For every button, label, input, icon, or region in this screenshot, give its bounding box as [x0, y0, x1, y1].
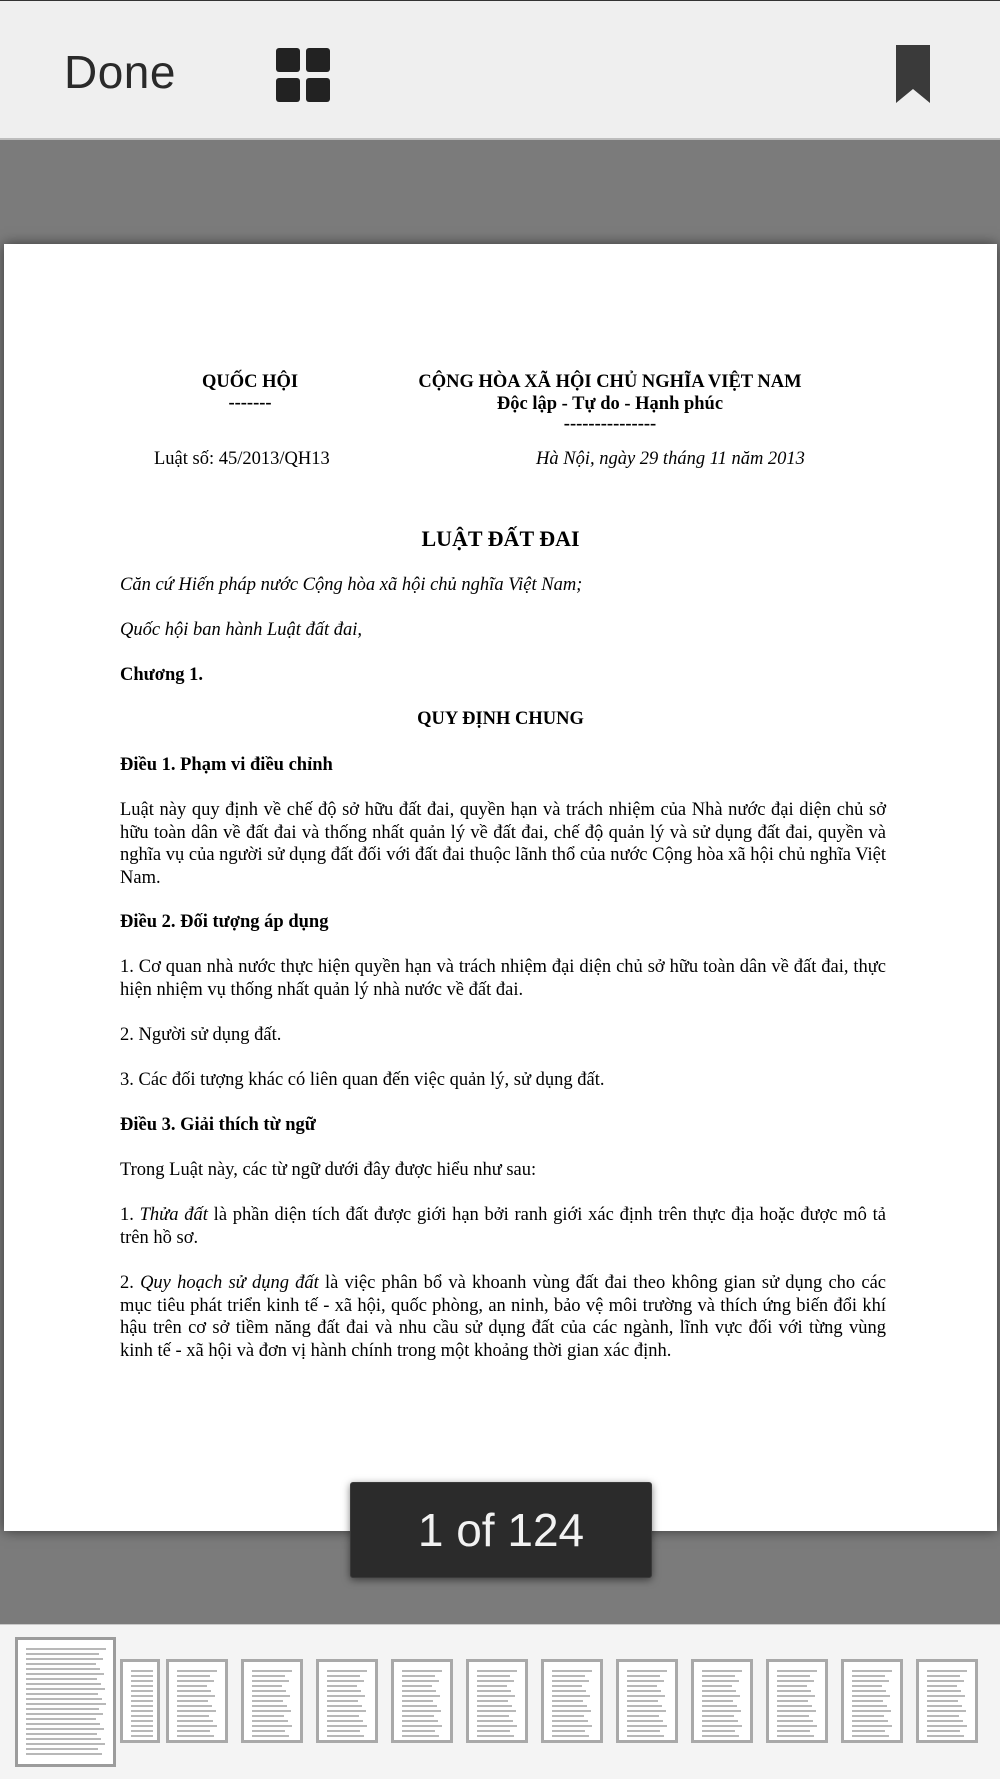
thumbnail-text-line	[927, 1675, 960, 1677]
thumbnail-text-line	[777, 1710, 816, 1712]
thumbnail-text-line	[177, 1735, 214, 1737]
thumbnail-text-line	[927, 1725, 967, 1727]
thumbnail-text-line	[327, 1720, 363, 1722]
thumbnail-text-line	[327, 1715, 359, 1717]
preamble-1: Căn cứ Hiến pháp nước Cộng hòa xã hội chủ nghĩa Việt Nam;	[120, 575, 583, 595]
thumbnail-text-line	[627, 1725, 667, 1727]
thumbnail-text-line	[552, 1670, 592, 1672]
thumbnail-text-line	[552, 1685, 582, 1687]
thumbnail-text-line	[252, 1710, 291, 1712]
thumbnail-text-line	[131, 1710, 153, 1712]
thumbnail-text-line	[252, 1670, 292, 1672]
thumbnail-text-line	[327, 1695, 365, 1697]
thumbnail-text-line	[402, 1680, 439, 1682]
grid-view-icon[interactable]	[276, 48, 330, 102]
thumbnail-text-line	[26, 1648, 106, 1650]
thumbnail-text-line	[131, 1695, 153, 1697]
thumbnail-text-line	[477, 1700, 508, 1702]
thumbnail-text-line	[477, 1735, 514, 1737]
thumbnail-text-line	[177, 1705, 212, 1707]
thumbnail-text-line	[131, 1720, 153, 1722]
thumbnail-text-line	[552, 1695, 590, 1697]
thumbnail-strip[interactable]	[0, 1624, 1000, 1779]
page-thumbnail[interactable]	[466, 1659, 528, 1743]
thumbnail-text-line	[477, 1730, 510, 1732]
thumbnail-text-line	[131, 1690, 153, 1692]
thumbnail-text-line	[252, 1735, 289, 1737]
thumbnail-text-line	[777, 1695, 815, 1697]
thumbnail-text-line	[26, 1748, 98, 1750]
thumbnail-text-line	[702, 1670, 742, 1672]
thumbnail-text-line	[131, 1675, 153, 1677]
thumbnail-text-line	[131, 1705, 153, 1707]
thumbnail-text-line	[627, 1670, 667, 1672]
thumbnail-text-line	[402, 1710, 441, 1712]
thumbnail-text-line	[252, 1695, 290, 1697]
thumbnail-text-line	[26, 1688, 105, 1690]
thumbnail-text-line	[552, 1675, 585, 1677]
thumbnail-text-line	[702, 1715, 734, 1717]
article-3-title: Điều 3. Giải thích từ ngữ	[120, 1115, 316, 1135]
thumbnail-text-line	[777, 1735, 814, 1737]
thumbnail-text-line	[852, 1710, 891, 1712]
thumbnail-text-line	[627, 1695, 665, 1697]
thumbnail-text-line	[777, 1720, 813, 1722]
thumbnail-text-line	[852, 1685, 882, 1687]
thumbnail-text-line	[327, 1685, 357, 1687]
thumbnail-text-line	[402, 1705, 437, 1707]
thumbnail-text-line	[927, 1670, 967, 1672]
thumbnail-text-line	[26, 1658, 103, 1660]
thumbnail-text-line	[402, 1735, 439, 1737]
thumbnail-text-line	[627, 1680, 664, 1682]
thumbnail-text-line	[777, 1670, 817, 1672]
page-indicator: 1 of 124	[350, 1482, 652, 1578]
thumbnail-text-line	[777, 1685, 807, 1687]
thumbnail-text-line	[177, 1670, 217, 1672]
thumbnail-text-line	[252, 1700, 283, 1702]
thumbnail-text-line	[702, 1690, 736, 1692]
thumbnail-text-line	[702, 1680, 739, 1682]
item-1-term: Thửa đất	[139, 1205, 208, 1225]
thumbnail-text-line	[327, 1730, 360, 1732]
thumbnail-text-line	[26, 1673, 104, 1675]
thumbnail-text-line	[131, 1730, 153, 1732]
chapter-number: Chương 1.	[120, 665, 204, 685]
thumbnail-text-line	[702, 1685, 732, 1687]
thumbnail-text-line	[552, 1710, 591, 1712]
thumbnail-text-line	[252, 1690, 286, 1692]
thumbnail-text-line	[627, 1735, 664, 1737]
page-thumbnail[interactable]	[120, 1659, 160, 1743]
item-2-number: 2.	[120, 1273, 141, 1293]
thumbnail-text-line	[402, 1720, 438, 1722]
thumbnail-text-line	[477, 1670, 517, 1672]
thumbnail-text-line	[177, 1700, 208, 1702]
thumbnail-text-line	[177, 1730, 210, 1732]
thumbnail-text-line	[927, 1710, 966, 1712]
thumbnail-text-line	[327, 1675, 360, 1677]
thumbnail-text-line	[627, 1690, 661, 1692]
item-1-text: là phần diện tích đất được giới hạn bởi ranh giới xác định trên thực địa hoặc được mô tả trên hồ sơ.	[120, 1205, 886, 1248]
article-2-title: Điều 2. Đối tượng áp dụng	[120, 912, 329, 932]
article-3-intro: Trong Luật này, các từ ngữ dưới đây được hiểu như sau:	[120, 1160, 537, 1180]
item-1-number: 1.	[120, 1205, 140, 1225]
thumbnail-text-line	[927, 1715, 959, 1717]
thumbnail-text-line	[852, 1670, 892, 1672]
thumbnail-text-line	[927, 1680, 964, 1682]
thumbnail-text-line	[177, 1690, 211, 1692]
article-3-item-2	[120, 1272, 886, 1362]
thumbnail-text-line	[702, 1695, 740, 1697]
thumbnail-text-line	[927, 1695, 965, 1697]
thumbnail-text-line	[927, 1690, 961, 1692]
thumbnail-text-line	[627, 1730, 660, 1732]
thumbnail-text-line	[327, 1705, 362, 1707]
thumbnail-text-line	[477, 1690, 511, 1692]
page-thumbnail[interactable]	[316, 1659, 378, 1743]
thumbnail-text-line	[852, 1680, 889, 1682]
thumbnail-text-line	[477, 1710, 516, 1712]
thumbnail-text-line	[177, 1695, 215, 1697]
bookmark-icon[interactable]	[896, 45, 930, 103]
document-content	[4, 244, 997, 1531]
thumbnail-text-line	[552, 1700, 583, 1702]
article-2-item-1: 1. Cơ quan nhà nước thực hiện quyền hạn và trách nhiệm đại diện chủ sở hữu toàn dân về đất đai, thực hiện nhiệm vụ thống nhất quản lý nhà nước về đất đai.	[120, 957, 886, 1000]
thumbnail-text-line	[852, 1695, 890, 1697]
thumbnail-text-line	[252, 1730, 285, 1732]
thumbnail-text-line	[777, 1680, 814, 1682]
header-right-title: CỘNG HÒA XÃ HỘI CHỦ NGHĨA VIỆT NAM	[418, 372, 802, 392]
thumbnail-text-line	[402, 1700, 433, 1702]
thumbnail-text-line	[177, 1725, 217, 1727]
thumbnail-text-line	[177, 1675, 210, 1677]
thumbnail-text-line	[627, 1675, 660, 1677]
page-thumbnail[interactable]	[15, 1637, 116, 1767]
header-left-rule: -------	[228, 393, 272, 413]
thumbnail-text-line	[777, 1725, 817, 1727]
thumbnail-text-line	[702, 1705, 737, 1707]
thumbnail-text-line	[627, 1685, 657, 1687]
thumbnail-text-line	[552, 1680, 589, 1682]
page-thumbnail[interactable]	[241, 1659, 303, 1743]
thumbnail-text-line	[252, 1685, 282, 1687]
thumbnail-text-line	[852, 1700, 883, 1702]
page-thumbnail[interactable]	[616, 1659, 678, 1743]
thumbnail-text-line	[702, 1725, 742, 1727]
thumbnail-text-line	[402, 1730, 435, 1732]
thumbnail-text-line	[852, 1715, 884, 1717]
thumbnail-text-line	[26, 1753, 102, 1755]
thumbnail-text-line	[552, 1730, 585, 1732]
thumbnail-text-line	[26, 1723, 100, 1725]
article-2-item-3: 3. Các đối tượng khác có liên quan đến việc quản lý, sử dụng đất.	[120, 1070, 605, 1090]
thumbnail-text-line	[477, 1675, 510, 1677]
thumbnail-text-line	[26, 1733, 97, 1735]
item-2-text: là việc phân bổ và khoanh vùng đất đai theo không gian sử dụng cho các mục tiêu phát triển kinh tế - xã hội, quốc phòng, an ninh, bảo vệ môi trường và thích ứng biến đổi khí hậu trên cơ sở tiềm năng đất đai và nhu cầu sử dụng đất của các ngành, lĩnh vực đối với từng vùng kinh tế - xã hội và đơn vị hành chính trong một khoảng thời gian xác định.	[120, 1273, 886, 1361]
done-button[interactable]: Done	[64, 46, 176, 98]
article-3-item-1	[120, 1204, 886, 1249]
thumbnail-text-line	[702, 1730, 735, 1732]
thumbnail-text-line	[477, 1705, 512, 1707]
thumbnail-text-line	[402, 1685, 432, 1687]
item-2-term: Quy hoạch sử dụng đất	[140, 1273, 319, 1293]
thumbnail-text-line	[777, 1715, 809, 1717]
thumbnail-text-line	[26, 1698, 102, 1700]
thumbnail-text-line	[26, 1678, 97, 1680]
thumbnail-text-line	[177, 1710, 216, 1712]
law-number: Luật số: 45/2013/QH13	[154, 449, 330, 469]
page-thumbnail[interactable]	[916, 1659, 978, 1743]
document-title: LUẬT ĐẤT ĐAI	[421, 526, 580, 551]
thumbnail-text-line	[927, 1735, 964, 1737]
thumbnail-text-line	[552, 1690, 586, 1692]
thumbnail-text-line	[252, 1705, 287, 1707]
thumbnail-text-line	[627, 1705, 662, 1707]
thumbnail-text-line	[177, 1715, 209, 1717]
thumbnail-text-line	[252, 1675, 285, 1677]
thumbnail-text-line	[477, 1720, 513, 1722]
preamble-2: Quốc hội ban hành Luật đất đai,	[120, 620, 363, 640]
article-1-text: Luật này quy định về chế độ sở hữu đất đai, quyền hạn và trách nhiệm của Nhà nước đại diện chủ sở hữu toàn dân về đất đai và thống nhất quản lý về đất đai, chế độ quản lý và sử dụng đất đai, quyền và nghĩa vụ của người sử dụng đất đối với đất đai thuộc lãnh thổ của nước Cộng hòa xã hội chủ nghĩa Việt Nam.	[120, 800, 886, 888]
thumbnail-text-line	[327, 1735, 364, 1737]
thumbnail-text-line	[131, 1735, 153, 1737]
thumbnail-text-line	[702, 1675, 735, 1677]
place-date: Hà Nội, ngày 29 tháng 11 năm 2013	[536, 449, 805, 469]
thumbnail-text-line	[26, 1743, 105, 1745]
page-thumbnail[interactable]	[541, 1659, 603, 1743]
page-thumbnail[interactable]	[766, 1659, 828, 1743]
thumbnail-text-line	[131, 1700, 153, 1702]
thumbnail-text-line	[852, 1705, 887, 1707]
thumbnail-text-line	[777, 1705, 812, 1707]
thumbnail-text-line	[927, 1685, 957, 1687]
thumbnail-text-line	[777, 1690, 811, 1692]
thumbnail-text-line	[477, 1725, 517, 1727]
thumbnail-text-line	[26, 1708, 99, 1710]
document-page[interactable]	[4, 244, 997, 1531]
thumbnail-text-line	[477, 1685, 507, 1687]
thumbnail-text-line	[552, 1735, 589, 1737]
thumbnail-text-line	[26, 1728, 104, 1730]
thumbnail-text-line	[26, 1668, 100, 1670]
thumbnail-text-line	[927, 1700, 958, 1702]
thumbnail-text-line	[702, 1710, 741, 1712]
thumbnail-text-line	[552, 1720, 588, 1722]
thumbnail-text-line	[852, 1675, 885, 1677]
thumbnail-text-line	[402, 1725, 442, 1727]
thumbnail-text-line	[26, 1703, 106, 1705]
thumbnail-text-line	[402, 1695, 440, 1697]
thumbnail-text-line	[252, 1720, 288, 1722]
header-right-rule: ---------------	[563, 414, 657, 434]
thumbnail-text-line	[131, 1685, 153, 1687]
thumbnail-text-line	[402, 1675, 435, 1677]
thumbnail-text-line	[777, 1730, 810, 1732]
thumbnail-text-line	[26, 1683, 101, 1685]
thumbnail-text-line	[131, 1715, 153, 1717]
thumbnail-text-line	[26, 1663, 96, 1665]
thumbnail-text-line	[402, 1715, 434, 1717]
chapter-title: QUY ĐỊNH CHUNG	[417, 709, 584, 729]
thumbnail-text-line	[702, 1720, 738, 1722]
page-thumbnail[interactable]	[691, 1659, 753, 1743]
thumbnail-text-line	[627, 1710, 666, 1712]
thumbnail-text-line	[477, 1715, 509, 1717]
thumbnail-text-line	[552, 1725, 592, 1727]
thumbnail-text-line	[702, 1700, 733, 1702]
thumbnail-text-line	[627, 1700, 658, 1702]
header-left-org: QUỐC HỘI	[201, 372, 299, 392]
thumbnail-text-line	[477, 1695, 515, 1697]
thumbnail-text-line	[26, 1718, 96, 1720]
page-thumbnail[interactable]	[166, 1659, 228, 1743]
top-toolbar	[0, 0, 1000, 140]
thumbnail-text-line	[627, 1720, 663, 1722]
thumbnail-text-line	[327, 1670, 367, 1672]
thumbnail-text-line	[402, 1690, 436, 1692]
thumbnail-text-line	[26, 1693, 98, 1695]
thumbnail-text-line	[927, 1705, 962, 1707]
thumbnail-text-line	[131, 1725, 153, 1727]
thumbnail-text-line	[852, 1730, 885, 1732]
thumbnail-text-line	[131, 1680, 153, 1682]
thumbnail-text-line	[777, 1700, 808, 1702]
thumbnail-text-line	[627, 1715, 659, 1717]
article-2-item-2: 2. Người sử dụng đất.	[120, 1025, 282, 1045]
thumbnail-text-line	[852, 1735, 889, 1737]
thumbnail-text-line	[327, 1700, 358, 1702]
page-thumbnail[interactable]	[841, 1659, 903, 1743]
thumbnail-text-line	[552, 1705, 587, 1707]
thumbnail-text-line	[26, 1653, 99, 1655]
thumbnail-text-line	[927, 1720, 963, 1722]
thumbnail-text-line	[327, 1680, 364, 1682]
thumbnail-text-line	[177, 1680, 214, 1682]
thumbnail-text-line	[327, 1690, 361, 1692]
thumbnail-text-line	[26, 1713, 103, 1715]
thumbnail-text-line	[852, 1725, 892, 1727]
thumbnail-text-line	[177, 1685, 207, 1687]
thumbnail-text-line	[777, 1675, 810, 1677]
thumbnail-text-line	[131, 1670, 153, 1672]
header-right-motto: Độc lập - Tự do - Hạnh phúc	[496, 394, 724, 414]
thumbnail-text-line	[252, 1680, 289, 1682]
thumbnail-text-line	[252, 1725, 292, 1727]
page-thumbnail[interactable]	[391, 1659, 453, 1743]
thumbnail-text-line	[327, 1710, 366, 1712]
thumbnail-text-line	[26, 1738, 101, 1740]
thumbnail-text-line	[702, 1735, 739, 1737]
thumbnail-text-line	[177, 1720, 213, 1722]
thumbnail-text-line	[852, 1720, 888, 1722]
article-1-title: Điều 1. Phạm vi điều chỉnh	[120, 755, 333, 775]
thumbnail-text-line	[477, 1680, 514, 1682]
thumbnail-text-line	[852, 1690, 886, 1692]
thumbnail-text-line	[327, 1725, 367, 1727]
thumbnail-text-line	[252, 1715, 284, 1717]
thumbnail-text-line	[552, 1715, 584, 1717]
thumbnail-text-line	[402, 1670, 442, 1672]
thumbnail-text-line	[927, 1730, 960, 1732]
